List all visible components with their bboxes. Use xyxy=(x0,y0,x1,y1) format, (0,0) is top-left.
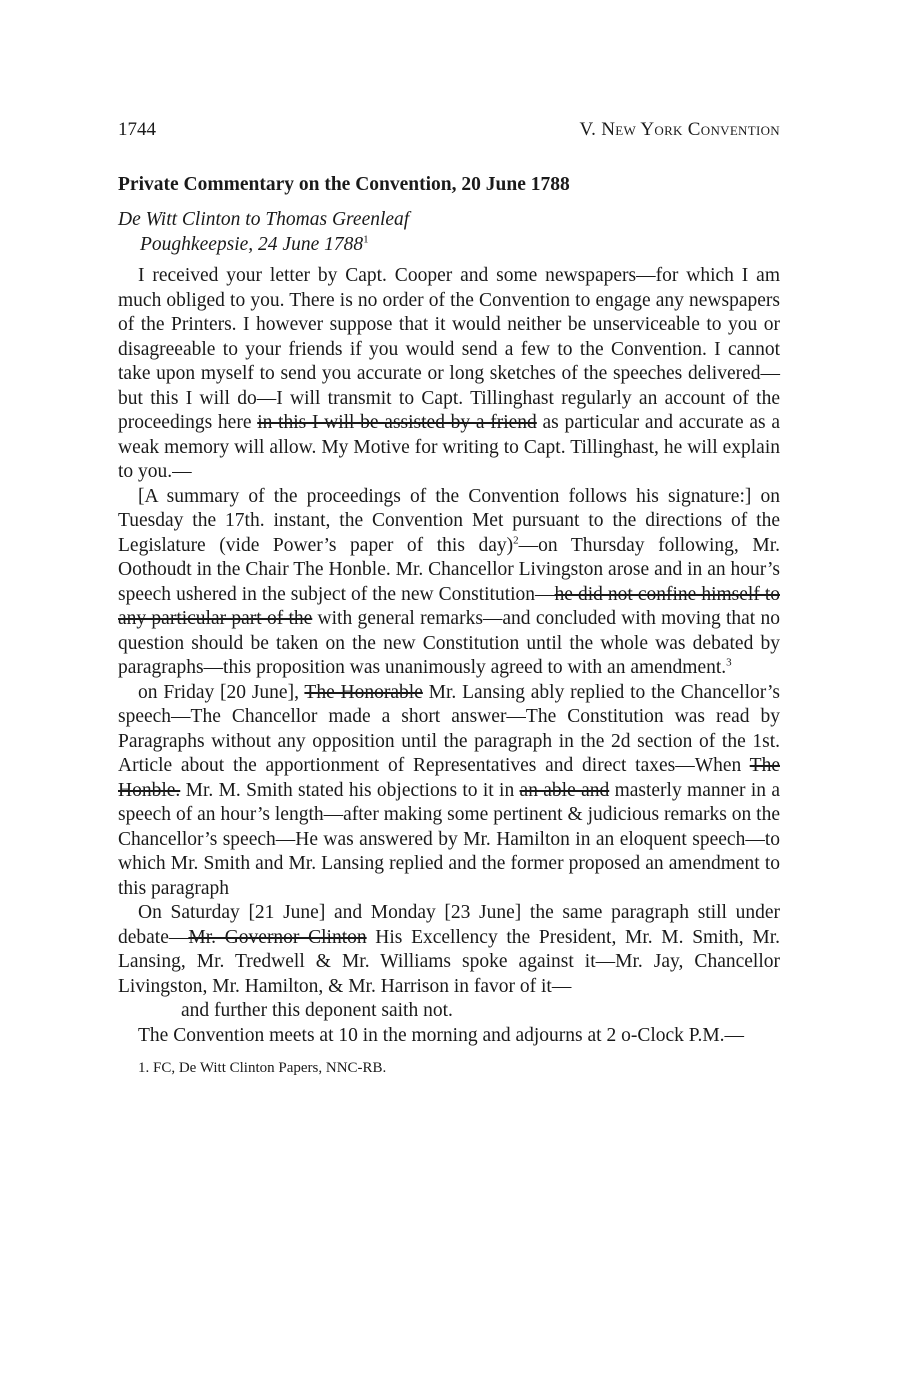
struck-text: he did not confine himself to any particular part of the xyxy=(118,583,780,629)
paragraph-1-text-b: as particular and accurate as a weak memory will allow. My Motive for writing to Capt. Tillinghast, he will explain to you.— xyxy=(118,412,780,482)
paragraph-2-text-c: with general remarks—and concluded with moving that no question should be taken on the new Constitution until the whole was debated by paragraphs—this proposition was unanimously agreed to with an amendment. xyxy=(118,608,780,678)
paragraph-4-text-a: On Saturday [21 June] and Monday [23 June] the same paragraph still under debate— xyxy=(118,902,780,948)
paragraph-6: The Convention meets at 10 in the morning and adjourns at 2 o-Clock P.M.— xyxy=(138,1024,745,1046)
running-head xyxy=(118,118,780,142)
dateline-correspondents: De Witt Clinton to Thomas Greenleaf xyxy=(118,209,410,230)
dateline xyxy=(118,208,780,257)
struck-text: an able and xyxy=(519,779,610,801)
footnote-ref-3[interactable]: 3 xyxy=(726,656,732,669)
paragraph-3-text-b: Mr. Lansing ably replied to the Chancellor’s speech—The Chancellor made a short answer—The Constitution was read by Paragraphs without any opposition until the paragraph in the 2d section of the 1st. Article about the apportionment of Representatives and direct taxes—When xyxy=(118,681,780,776)
paragraph-3-text-c: Mr. M. Smith stated his objections to it in xyxy=(180,779,520,801)
paragraph-4 xyxy=(118,901,780,999)
dateline-place-date xyxy=(118,233,780,258)
struck-text: in this I will be assisted by a friend xyxy=(257,412,537,433)
footnote-ref-2[interactable]: 2 xyxy=(513,534,519,546)
paragraph-2 xyxy=(118,485,780,681)
struck-text: The Honorable xyxy=(304,681,423,703)
dateline-place-date-text: Poughkeepsie, 24 June 1788 xyxy=(140,233,364,255)
paragraph-1-text-a: I received your letter by Capt. Cooper and some newspapers—for which I am much obliged to you. There is no order of the Convention to engage any newspapers of the Printers. I however suppose that it would neither be unserviceable to you or disagreeable to your friends if you would send a few to the Convention. I cannot take upon myself to send you accurate or long sketches of the speeches delivered—but this I will do—I will transmit to Capt. Tillinghast regularly an account of the proceedings here xyxy=(118,265,780,433)
footnote-1: 1. FC, De Witt Clinton Papers, NNC-RB. xyxy=(138,1060,387,1076)
document-page xyxy=(118,118,780,1078)
paragraph-3-text-a: on Friday [20 June], xyxy=(138,681,305,703)
struck-text: Mr. Governor Clinton xyxy=(188,926,367,948)
page-number: 1744 xyxy=(118,119,156,140)
footnote-ref-1[interactable]: 1 xyxy=(363,233,369,245)
paragraph-2-text-b: —on Thursday following, Mr. Oothoudt in the Chair The Honble. Mr. Chancellor Livingston arose and in an hour’s speech ushered in the subject of the new Constitution— xyxy=(118,534,780,605)
paragraph-3-text-d: masterly manner in a speech of an hour’s length—after making some pertinent & judicious remarks on the Chancellor’s speech—He was answered by Mr. Hamilton in an eloquent speech—to which Mr. Smith and Mr. Lansing replied and the former proposed an amendment to this paragraph xyxy=(118,779,780,899)
paragraph-2-text-a: [A summary of the proceedings of the Convention follows his signature:] on Tuesday the 17th. instant, the Convention Met pursuant to the directions of the Legislature (vide Power’s paper of this day) xyxy=(118,485,780,556)
document-title: Private Commentary on the Convention, 20 June 1788 xyxy=(118,174,570,195)
struck-text: The Honble. xyxy=(118,755,780,801)
running-title: V. New York Convention xyxy=(579,119,780,140)
paragraph-1 xyxy=(118,264,780,485)
closing-line: and further this deponent saith not. xyxy=(181,1000,453,1021)
paragraph-4-text-b: His Excellency the President, Mr. M. Smith, Mr. Lansing, Mr. Tredwell & Mr. Williams spoke against it—Mr. Jay, Chancellor Livingston, Mr. Hamilton, & Mr. Harrison in favor of it— xyxy=(118,926,780,997)
paragraph-3 xyxy=(118,681,780,902)
